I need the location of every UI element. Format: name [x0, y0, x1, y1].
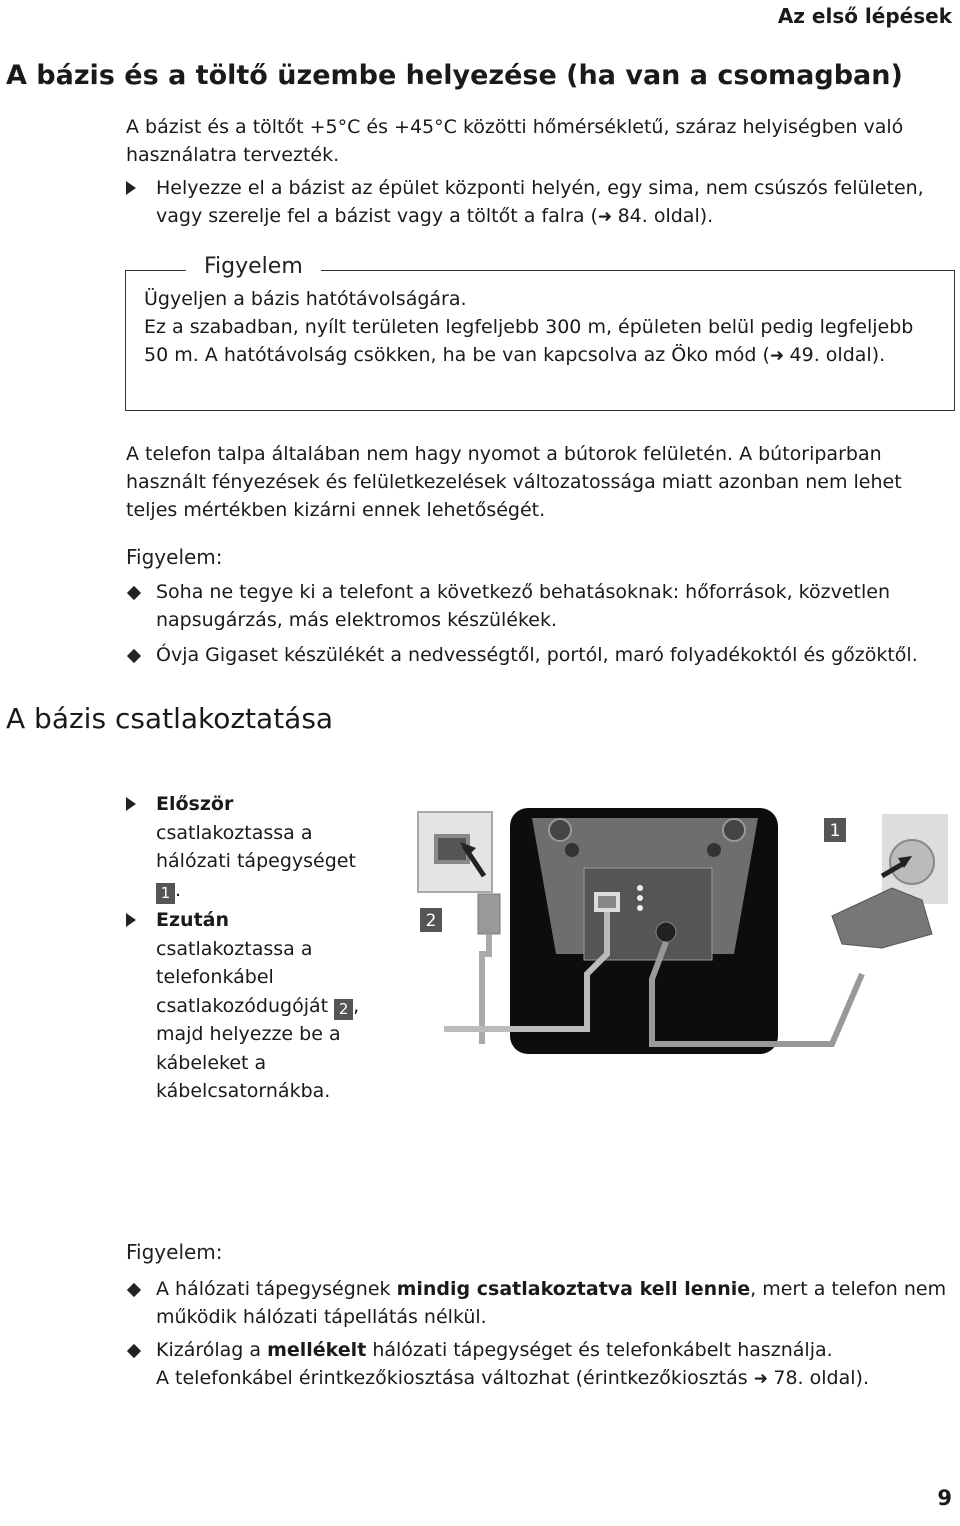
arrow-right-icon: ➜ — [597, 207, 618, 227]
page-ref-link[interactable]: 84. oldal — [617, 205, 700, 227]
step-1: Először csatlakoztassa a hálózati tápegységet 1 . — [126, 790, 376, 904]
steps-list — [126, 790, 376, 1106]
section-title: A bázis csatlakoztatása — [6, 702, 334, 735]
arrow-right-icon: ➜ — [753, 1369, 774, 1389]
intro-paragraph: A bázist és a töltőt +5°C és +45°C közötti hőmérsékletű, száraz helyiségben való használatra tervezték. — [126, 116, 904, 166]
diamond-bullet-icon — [126, 1275, 156, 1303]
warning-heading: Figyelem: — [126, 545, 223, 569]
arrow-right-icon: ➜ — [769, 346, 790, 366]
callout-1: 1 — [829, 821, 841, 841]
callout-2: 2 — [425, 911, 437, 931]
note-box-title: Figyelem — [186, 254, 321, 279]
page-ref-link[interactable]: 49. oldal — [789, 344, 872, 366]
callout-number: 2 — [334, 999, 353, 1020]
furniture-paragraph: A telefon talpa általában nem hagy nyomot a bútorok felületén. A bútoriparban használt fényezések és felületkezelések változatossága miatt azonban nem lehet teljes mértékben kizárni ennek lehetőségét. — [126, 443, 902, 521]
diamond-bullet-icon — [126, 641, 156, 669]
list-item: Óvja Gigaset készülékét a nedvességtől, portól, maró folyadékoktól és gőzöktől. — [126, 641, 956, 671]
note-line-2: Ez a szabadban, nyílt területen legfeljebb 300 m, épületen belül pedig legfeljebb 50 m. A hatótávolság csökken, ha be van kapcsolva az Öko mód — [144, 316, 914, 366]
note-line-1: Ügyeljen a bázis hatótávolságára. — [144, 288, 467, 310]
warning-heading: Figyelem: — [126, 1240, 223, 1264]
place-instruction: Helyezze el a bázist az épület központi helyén, egy sima, nem csúszós felületen, vagy szerelje fel a bázist vagy a töltőt a falra (➜ 84. oldal). — [126, 174, 956, 234]
callout-number: 1 — [156, 883, 175, 904]
triangle-bullet-icon — [126, 174, 156, 203]
note-box: Figyelem Ügyeljen a bázis hatótávolságára. Ez a szabadban, nyílt területen legfeljebb 300 m, épületen belül pedig legfeljebb 50 m. A hatótávolság csökken, ha be van kapcsolva az Öko mód (➜ 49. oldal). — [125, 270, 955, 411]
list-item: A hálózati tápegységnek mindig csatlakoztatva kell lennie, mert a telefon nem működik hálózati tápellátás nélkül. — [126, 1275, 956, 1335]
place-text: Helyezze el a bázist az épület központi helyén, egy sima, nem csúszós felületen, vagy szerelje fel a bázist vagy a töltőt a falra ( — [156, 177, 924, 227]
page-title: A bázis és a töltő üzembe helyezése (ha van a csomagban) — [6, 60, 903, 91]
triangle-bullet-icon — [126, 906, 136, 936]
page-number: 9 — [937, 1486, 952, 1510]
step-2: Ezután csatlakoztassa a telefonkábel csatlakozódugóját 2 , majd helyezze be a kábeleket a kábelcsatornákba. — [126, 906, 376, 1106]
list-item: Kizárólag a mellékelt hálózati tápegységet és telefonkábelt használja. A telefonkábel érintkezőkiosztása változhat (érintkezőkiosztás ➜ 78. oldal). — [126, 1336, 956, 1396]
diamond-bullet-icon — [126, 578, 156, 606]
list-item: Soha ne tegye ki a telefont a következő behatásoknak: hőforrások, közvetlen napsugárzás, más elektromos készülékek. — [126, 578, 956, 638]
base-connection-illustration — [412, 804, 952, 1164]
diamond-bullet-icon — [126, 1336, 156, 1364]
triangle-bullet-icon — [126, 790, 136, 820]
section-header: Az első lépések — [777, 4, 952, 28]
page-ref-link[interactable]: 78. oldal — [773, 1367, 856, 1389]
